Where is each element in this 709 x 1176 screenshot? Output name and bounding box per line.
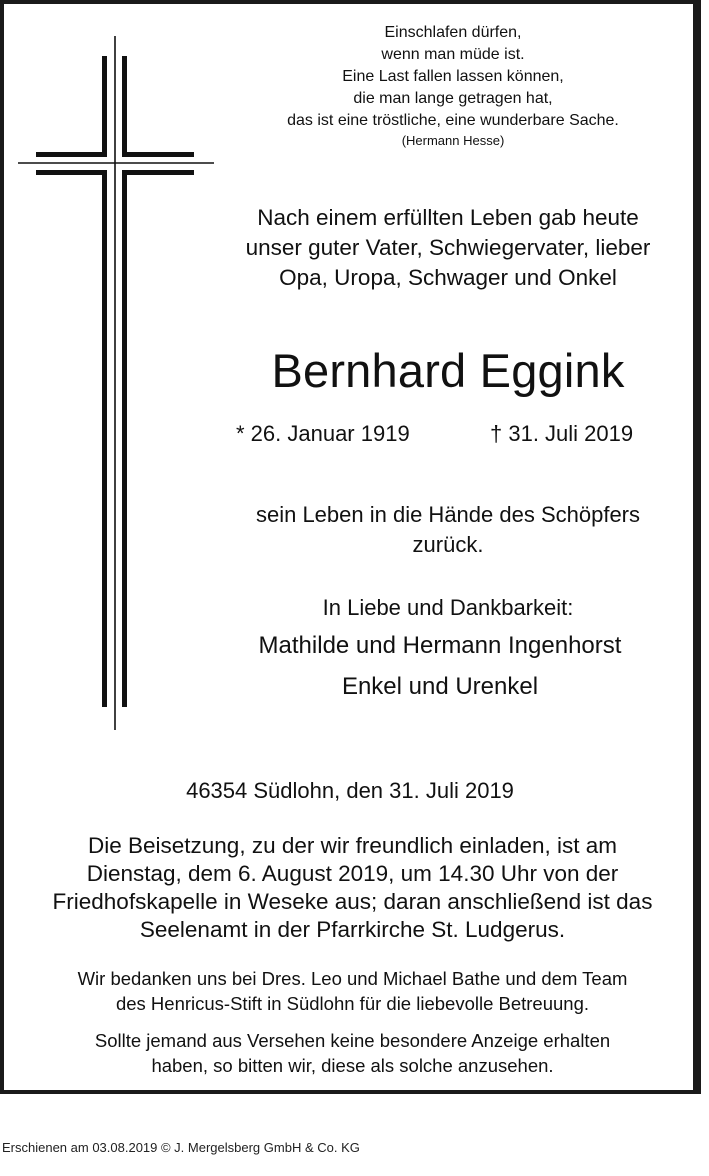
gratitude-line: In Liebe und Dankbarkeit: [322,595,574,620]
thanks-line: Wir bedanken uns bei Dres. Leo und Michael Bathe und dem Team [77,968,628,989]
leben-line: sein Leben in die Hände des Schöpfers [255,502,641,527]
notice-text [10,1028,695,1078]
mourner-line: Enkel und Urenkel [341,673,539,700]
poem-line: das ist eine tröstliche, eine wunderbare Sache. [287,112,619,129]
intro-text [220,203,676,293]
birth-date: * 26. Januar 1919 [236,421,410,446]
poem-author: (Hermann Hesse) [401,133,505,148]
funeral-line: Die Beisetzung, zu der wir freundlich einladen, ist am [87,833,617,858]
leben-text [220,500,676,560]
funeral-line: Dienstag, dem 6. August 2019, um 14.30 Uhr von der [86,861,619,886]
poem-line: die man lange getragen hat, [353,90,553,107]
intro-line: unser guter Vater, Schwiegervater, lieber [245,235,651,260]
christian-cross-icon [18,36,214,730]
notice-line: haben, so bitten wir, diese als solche anzusehen. [151,1055,554,1076]
leben-line: zurück. [412,532,484,557]
thanks-line: des Henricus-Stift in Südlohn für die liebevolle Betreuung. [115,993,590,1014]
poem-line: wenn man müde ist. [381,46,525,63]
funeral-line: Friedhofskapelle in Weseke aus; daran anschließend ist das [52,889,653,914]
mourner-line: Mathilde und Hermann Ingenhorst [258,632,622,659]
publication-footer: Erschienen am 03.08.2019 © J. Mergelsberg GmbH & Co. KG [2,1140,360,1155]
funeral-line: Seelenamt in der Pfarrkirche St. Ludgerus. [139,917,566,942]
poem-line: Einschlafen dürfen, [384,24,522,41]
thanks-text [10,966,695,1016]
poem [250,22,656,150]
funeral-info [10,832,695,944]
place-date: 46354 Südlohn, den 31. Juli 2019 [186,778,514,803]
intro-line: Nach einem erfüllten Leben gab heute [257,205,639,230]
deceased-name: Bernhard Eggink [271,344,625,397]
poem-line: Eine Last fallen lassen können, [342,68,564,85]
intro-line: Opa, Uropa, Schwager und Onkel [279,265,617,290]
death-date: † 31. Juli 2019 [490,421,634,446]
notice-line: Sollte jemand aus Versehen keine besondere Anzeige erhalten [94,1030,611,1051]
